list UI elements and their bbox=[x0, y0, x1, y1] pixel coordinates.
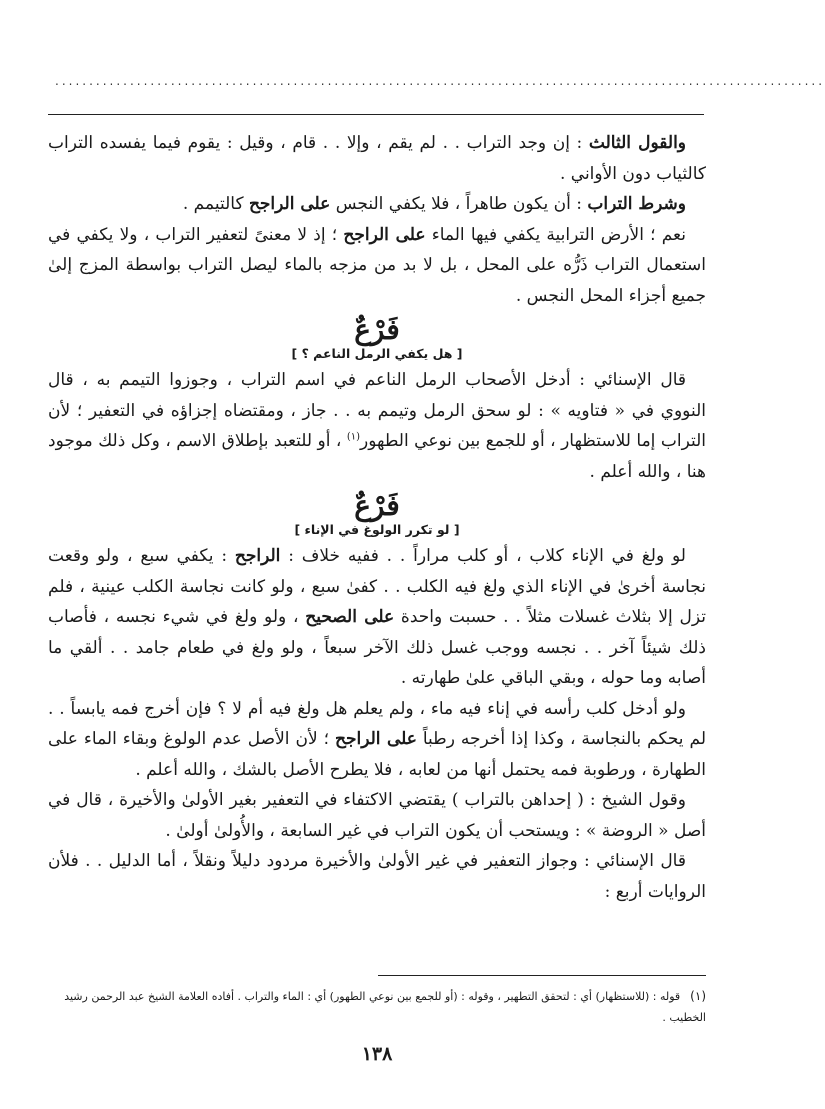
paragraph-soil-condition bbox=[48, 189, 706, 220]
emphasis: على الراجح bbox=[248, 194, 331, 214]
header-dotted-line: ................................................................................................................. bbox=[55, 74, 825, 88]
paragraph-third-opinion bbox=[48, 128, 706, 189]
paragraph-text: ، ولو ولغ في شيء نجسه ، فأصاب ذلك شيئاً آخر . . نجسه ووجب غسل ذلك الآخر سبعاً ، ولو ولغ في طعام جامد . . ألقي ما أصابه وما حوله ، وبقي الباقي علىٰ طهارته . bbox=[48, 607, 706, 688]
paragraph-sheikh-saying: وقول الشيخ : ( إحداهن بالتراب ) يقتضي الاكتفاء في التعفير بغير الأولىٰ والأخيرة ، قال في أصل « الروضة » : ويستحب أن يكون التراب في غير السابعة ، والأُولىٰ أولىٰ . bbox=[48, 790, 706, 841]
paragraph-text: ، أو للتعبد بإطلاق الاسم ، وكل ذلك موجود هنا ، والله أعلم . bbox=[48, 431, 706, 482]
paragraph-isnai-sand bbox=[48, 365, 706, 487]
section-title: [ هل يكفي الرمل الناعم ؟ ] bbox=[291, 346, 463, 361]
page-number: ١٣٨ bbox=[361, 1043, 393, 1065]
footnote-marker: (١) bbox=[346, 431, 361, 443]
section-title: [ لو تكرر الولوغ في الإناء ] bbox=[294, 522, 460, 537]
header-rule bbox=[48, 114, 704, 115]
footnote-rule bbox=[378, 975, 706, 976]
paragraph-text: ؛ لأن الأصل عدم الولوغ وبقاء الماء على الطهارة ، ورطوبة فمه يحتمل أنها من لعابه ، فلا يطرح الأصل بالشك ، والله أعلم . bbox=[48, 729, 706, 780]
emphasis: على الراجح bbox=[334, 729, 417, 749]
emphasis: على الراجح bbox=[343, 224, 426, 245]
paragraph-text: : أن يكون طاهراً ، فلا يكفي النجس bbox=[330, 194, 588, 214]
emphasis: على الصحيح bbox=[305, 607, 395, 627]
section-heading-licking bbox=[48, 491, 706, 539]
lead-term: وشرط التراب bbox=[587, 194, 686, 214]
emphasis: الراجح bbox=[234, 546, 281, 566]
footnote-number: (١) bbox=[690, 989, 706, 1003]
paragraph-text: نعم ؛ الأرض الترابية يكفي فيها الماء bbox=[425, 224, 686, 245]
paragraph-isnai-narrations: قال الإسنائي : وجواز التعفير في غير الأولىٰ والأخيرة مردود دليلاً ونقلاً ، أما الدليل . . فلأن الروايات أربع : bbox=[48, 851, 706, 902]
paragraph-text: قال الإسنائي : أدخل الأصحاب الرمل الناعم في اسم التراب ، وجوزوا التيمم به ، قال النووي في « فتاويه » : لو سحق الرمل وتيمم به . . جاز ، ومقتضاه إجزاؤه في التعفير ؛ لأن التراب إما للاستظهار ، أو للجمع بين نوعي الطهور bbox=[48, 370, 706, 451]
paragraph-text: : إن وجد التراب . . لم يقم ، وإلا . . قام ، وقيل : يقوم فيما يفسده التراب كالثياب دون الأواني . bbox=[48, 133, 706, 184]
footnote-text: قوله : (للاستظهار) أي : لتحقق التطهير ، وقوله : (أو للجمع بين نوعي الطهور) أي : الماء والتراب . أفاده العلامة الشيخ عبد الرحمن رشيد الخطيب . bbox=[64, 990, 706, 1024]
footnote bbox=[48, 986, 706, 1028]
paragraph-text: ؛ إذ لا معنىً لتعفير التراب ، ولا يكفي في استعمال التراب ذَرُّه على المحل ، بل لا بد من مزجه بالماء ليصل التراب بواسطة المزج إلىٰ جميع أجزاء المحل النجس . bbox=[48, 224, 706, 306]
far-ornament: فَرْعٌ bbox=[354, 313, 400, 346]
far-ornament: فَرْعٌ bbox=[354, 489, 400, 522]
paragraph-text: : يكفي سبع ، ولو وقعت نجاسة أخرىٰ في الإناء الذي ولغ فيه الكلب . . كفىٰ سبع ، ولو كانت نجاسة الكلب عينية ، فلم تزل إلا بثلاث غسلات مثلاً . . حسبت واحدة bbox=[48, 546, 706, 627]
paragraph-text: كالتيمم . bbox=[182, 194, 249, 214]
paragraph-earth-ground bbox=[48, 220, 706, 312]
paragraph-dog-head bbox=[48, 694, 706, 786]
paragraph-text: ولو أدخل كلب رأسه في إناء فيه ماء ، ولم يعلم هل ولغ فيه أم لا ؟ فإن أخرج فمه يابساً . . لم يحكم بالنجاسة ، وكذا إذا أخرجه رطباً bbox=[48, 698, 706, 749]
section-heading-sand bbox=[48, 315, 706, 363]
paragraph-multiple-dogs bbox=[48, 541, 706, 694]
lead-term: والقول الثالث bbox=[588, 133, 686, 153]
paragraph-text: لو ولغ في الإناء كلاب ، أو كلب مراراً . . ففيه خلاف : bbox=[280, 546, 686, 566]
main-text bbox=[48, 128, 706, 907]
